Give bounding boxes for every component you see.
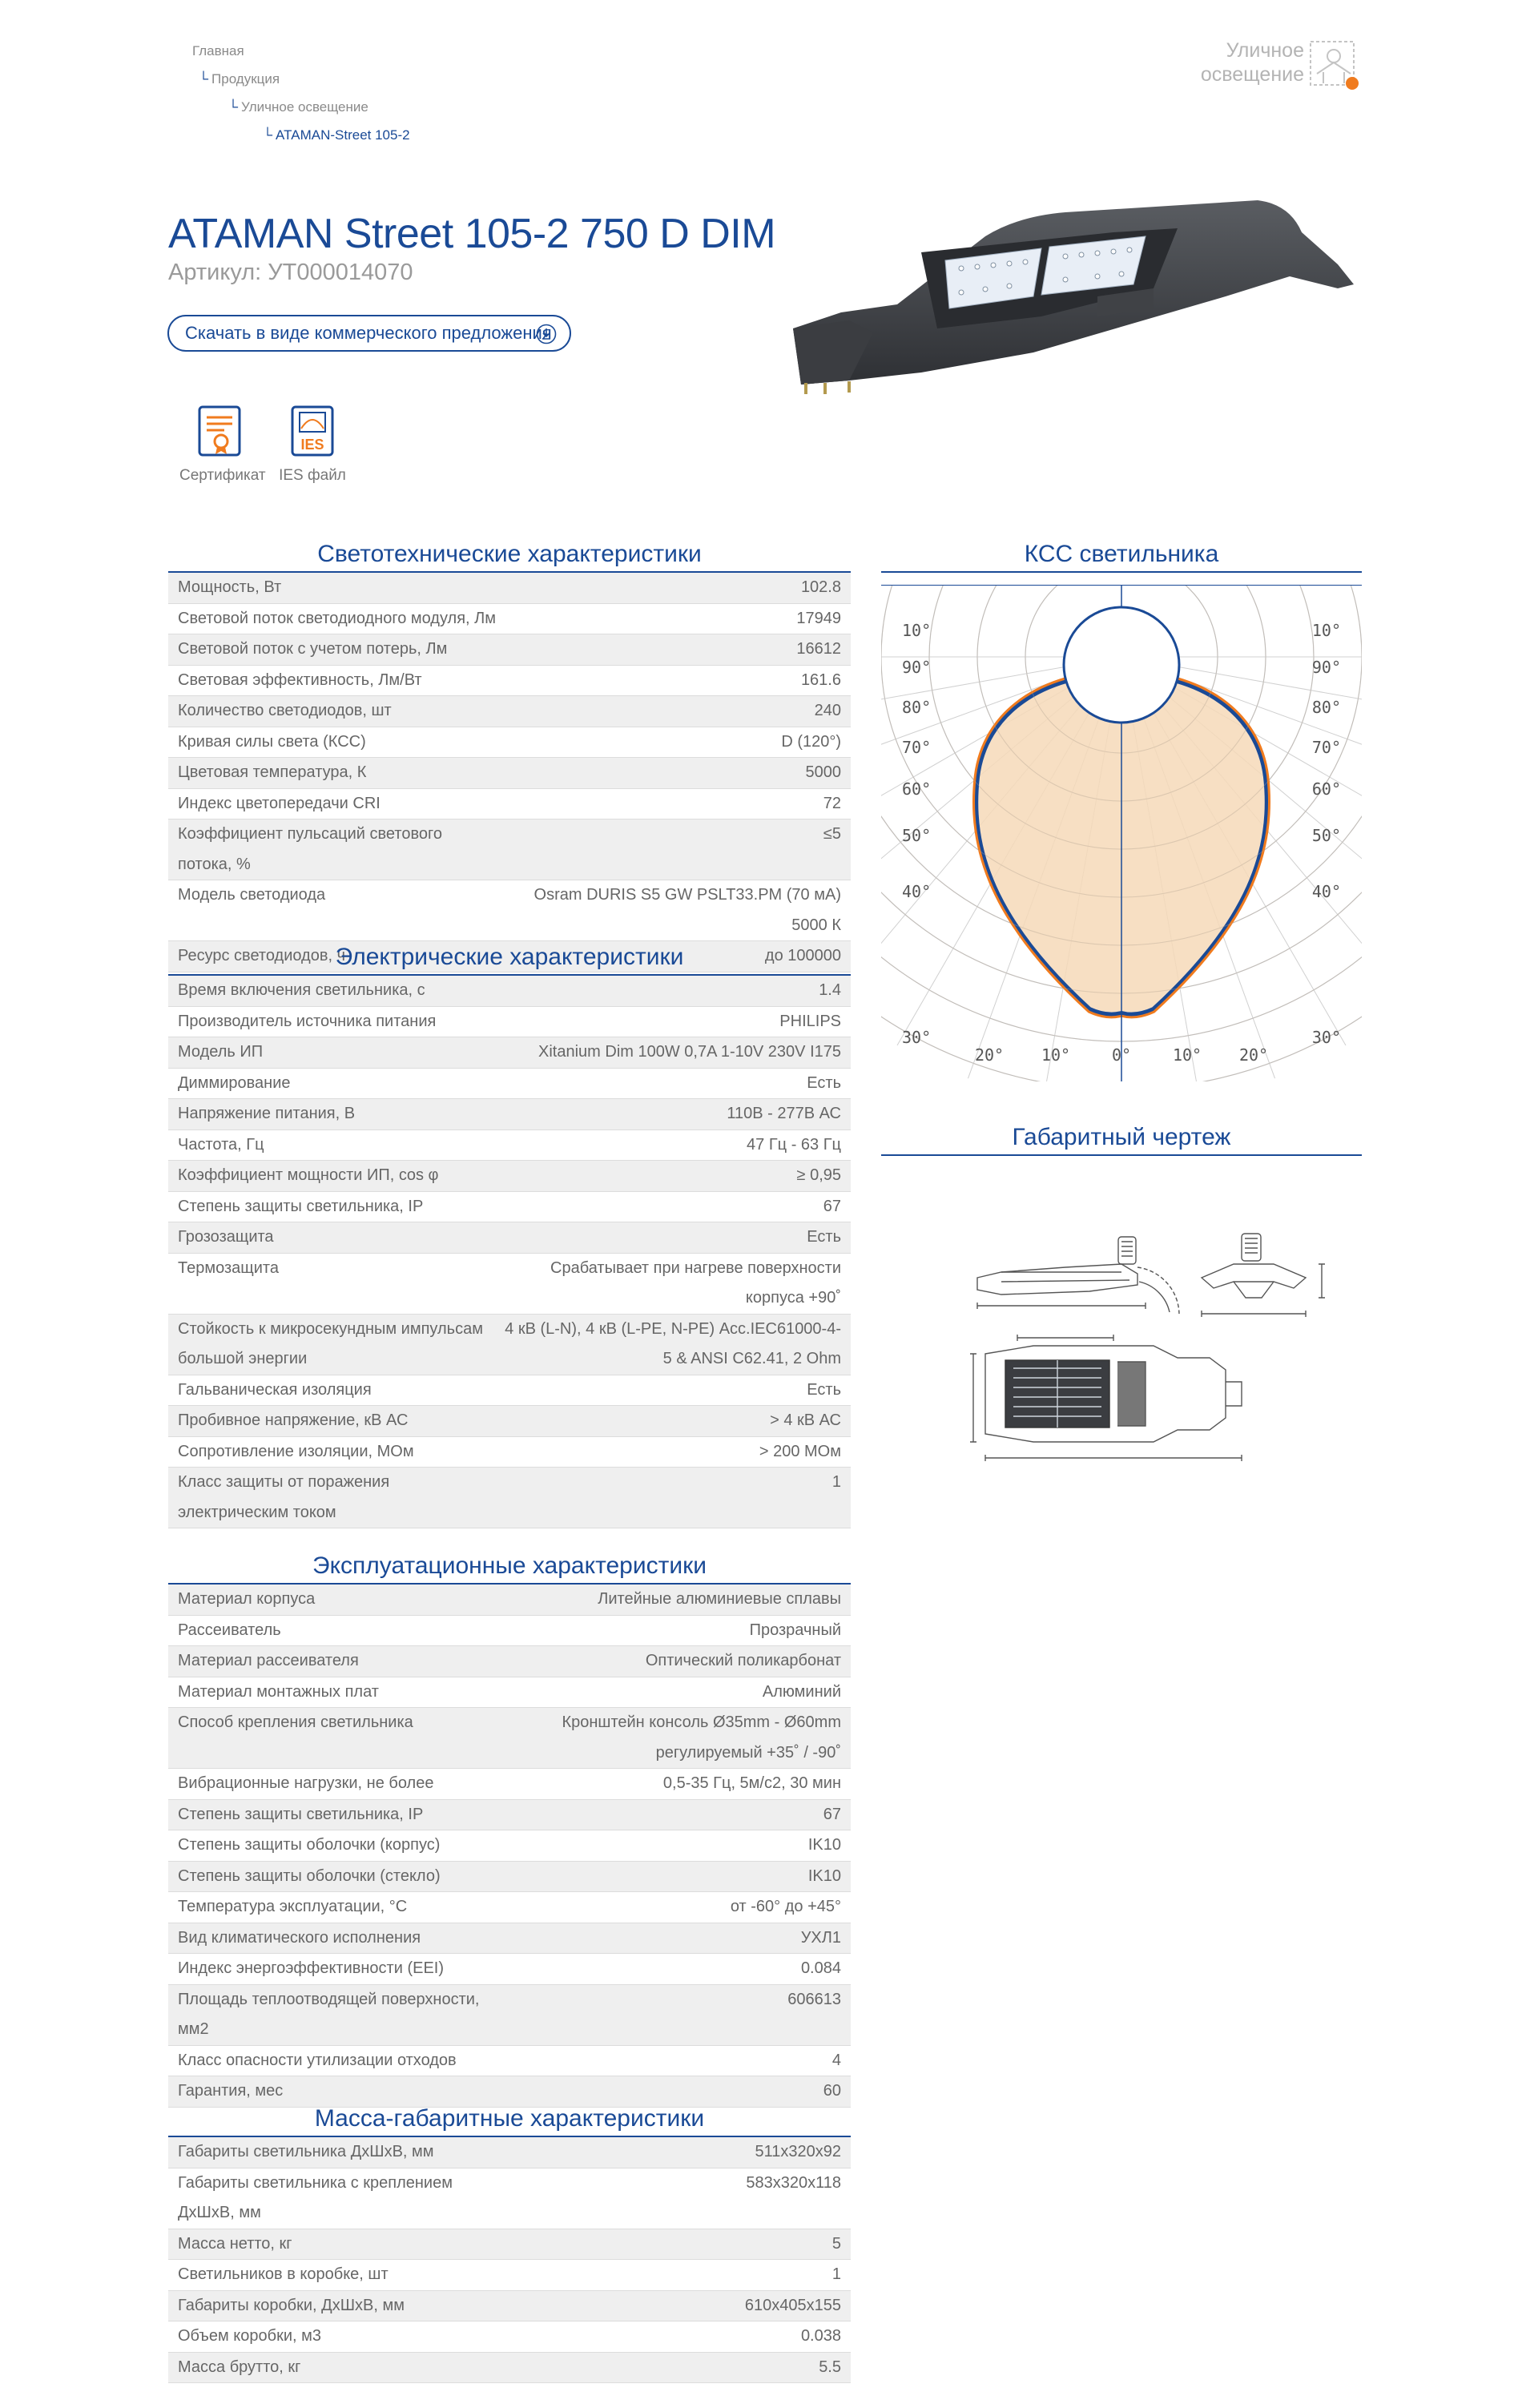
spec-row xyxy=(168,2229,851,2261)
mass-section-title: Масса-габаритные характеристики xyxy=(314,2105,705,2132)
spec-row xyxy=(168,2046,851,2077)
spec-row xyxy=(168,789,851,820)
spec-row xyxy=(168,1892,851,1923)
spec-key: Степень защиты оболочки (корпус) xyxy=(178,1836,441,1854)
spec-value: 610x405x155 xyxy=(744,2296,841,2314)
spec-value: Оптический поликарбонат xyxy=(645,1652,841,1669)
spec-value: Срабатывает при нагреве поверхности корпуса +90˚ xyxy=(550,1258,841,1307)
street-light-icon xyxy=(1307,38,1360,91)
spec-value: D (120°) xyxy=(781,732,841,751)
spec-key: Кривая силы света (КСС) xyxy=(178,732,366,751)
spec-value: PHILIPS xyxy=(779,1012,841,1030)
light-table xyxy=(168,573,851,972)
spec-row xyxy=(168,1468,851,1528)
spec-value: 240 xyxy=(814,702,841,719)
spec-key: Световой поток с учетом потерь, Лм xyxy=(178,640,448,658)
spec-value: Xitanium Dim 100W 0,7A 1-10V 230V I175 xyxy=(538,1043,841,1061)
angle-label-right: 60° xyxy=(1311,779,1341,799)
spec-key: Производитель источника питания xyxy=(178,1012,437,1030)
spec-value: 5000 xyxy=(805,763,841,781)
spec-key: Индекс цветопередачи CRI xyxy=(178,794,380,812)
spec-value: 5.5 xyxy=(819,2358,841,2376)
angle-label-bottom: 10° xyxy=(1041,1045,1071,1065)
certificate-link[interactable]: Сертификат xyxy=(179,405,260,485)
spec-key: Коэффициент мощности ИП, cos φ xyxy=(178,1166,439,1184)
spec-value: Кронштейн консоль Ø35mm - Ø60mm регулируемый +35˚ / -90˚ xyxy=(562,1713,841,1762)
angle-label-left: 50° xyxy=(902,826,932,845)
angle-label-right: 70° xyxy=(1311,738,1341,757)
ies-file-link[interactable]: IES IES файл xyxy=(276,405,348,485)
download-offer-button[interactable] xyxy=(167,315,571,352)
spec-row xyxy=(168,727,851,759)
spec-row xyxy=(168,1800,851,1831)
spec-key: Световой поток светодиодного модуля, Лм xyxy=(178,609,497,627)
branch-glyph: └ xyxy=(263,127,273,143)
spec-row xyxy=(168,2291,851,2322)
spec-value: IK10 xyxy=(807,1836,841,1854)
spec-value: до 100000 xyxy=(764,947,841,964)
spec-row xyxy=(168,1616,851,1647)
breadcrumb-home[interactable]: Главная xyxy=(192,43,244,58)
spec-row xyxy=(168,666,851,697)
spec-value: 0.084 xyxy=(800,1959,841,1977)
spec-value: 0.038 xyxy=(800,2327,841,2345)
operation-section-title: Эксплуатационные характеристики xyxy=(312,1552,707,1579)
spec-value: Есть xyxy=(807,1073,841,1092)
spec-key: Материал корпуса xyxy=(178,1590,316,1608)
angle-label-bottom: 20° xyxy=(974,1045,1005,1065)
spec-key: Светильников в коробке, шт xyxy=(178,2265,389,2283)
spec-value: 17949 xyxy=(796,609,841,627)
spec-value: Прозрачный xyxy=(749,1621,841,1639)
spec-key: Сопротивление изоляции, МОм xyxy=(178,1442,414,1460)
spec-value: 1 xyxy=(831,2265,841,2283)
spec-value: 67 xyxy=(823,1197,841,1215)
download-offer-label: Скачать в виде коммерческого предложения xyxy=(185,323,552,343)
spec-key: Ресурс светодиодов, ч xyxy=(178,947,345,964)
angle-label-right: 80° xyxy=(1311,698,1341,717)
angle-label-bottom: 0° xyxy=(1111,1045,1132,1065)
kss-diagram xyxy=(881,585,1362,1081)
spec-value: ≤5 xyxy=(823,825,841,843)
spec-key: Диммирование xyxy=(178,1073,291,1092)
angle-label-left: 40° xyxy=(902,882,932,901)
spec-value: 110В - 277В АС xyxy=(727,1105,841,1122)
drawing-title: Габаритный чертеж xyxy=(1012,1124,1231,1150)
certificate-icon xyxy=(197,405,242,457)
spec-key: Масса брутто, кг xyxy=(178,2358,301,2376)
spec-row xyxy=(168,1708,851,1769)
spec-row xyxy=(168,1677,851,1709)
angle-label-right: 90° xyxy=(1311,658,1341,677)
spec-row xyxy=(168,2137,851,2168)
spec-key: Модель ИП xyxy=(178,1043,264,1061)
spec-value: 102.8 xyxy=(800,578,841,596)
spec-row xyxy=(168,1315,851,1375)
spec-row xyxy=(168,1923,851,1955)
spec-key: Коэффициент пульсаций светового потока, % xyxy=(178,825,442,873)
spec-row xyxy=(168,819,851,880)
spec-key: Световая эффективность, Лм/Вт xyxy=(178,670,422,689)
angle-label-right: 10° xyxy=(1311,621,1341,640)
angle-label-left: 90° xyxy=(902,658,932,677)
spec-key: Стойкость к микросекундным импульсам большой энергии xyxy=(178,1319,483,1367)
category-label: Уличное освещение xyxy=(1200,39,1304,86)
spec-row xyxy=(168,1862,851,1893)
angle-label-left: 30° xyxy=(902,1028,932,1047)
branch-glyph: └ xyxy=(228,99,239,115)
spec-row xyxy=(168,880,851,941)
spec-row xyxy=(168,2260,851,2291)
spec-row xyxy=(168,1769,851,1800)
spec-value: Osram DURIS S5 GW PSLT33.PM (70 мА) 5000 К xyxy=(534,886,841,934)
mass-table xyxy=(168,2137,851,2383)
spec-row xyxy=(168,1954,851,1985)
spec-key: Степень защиты светильника, IP xyxy=(178,1197,424,1215)
svg-text:IES: IES xyxy=(300,437,324,453)
spec-row xyxy=(168,1830,851,1862)
angle-label-bottom: 20° xyxy=(1238,1045,1269,1065)
spec-value: 4 кВ (L-N), 4 кВ (L-PE, N-PE) Acc.IEC61000-4-5 & ANSI C62.41, 2 Ohm xyxy=(505,1319,841,1367)
spec-key: Грозозащита xyxy=(178,1228,274,1246)
angle-label-right: 50° xyxy=(1311,826,1341,845)
spec-key: Вибрационные нагрузки, не более xyxy=(178,1774,434,1792)
spec-key: Модель светодиода xyxy=(178,886,326,904)
spec-row xyxy=(168,1222,851,1254)
electric-section-title: Электрические характеристики xyxy=(335,944,684,970)
spec-key: Класс опасности утилизации отходов xyxy=(178,2051,457,2069)
product-title: ATAMAN Street 105-2 750 D DIM xyxy=(168,211,776,257)
spec-key: Термозащита xyxy=(178,1258,279,1277)
spec-row xyxy=(168,758,851,789)
download-icon xyxy=(536,324,557,344)
operation-table xyxy=(168,1585,851,2108)
spec-value: > 4 кВ АС xyxy=(770,1411,841,1429)
spec-key: Способ крепления светильника xyxy=(178,1713,413,1731)
dimension-drawing xyxy=(969,1226,1378,1490)
section-divider xyxy=(881,571,1362,573)
spec-key: Рассеиватель xyxy=(178,1621,281,1639)
spec-key: Индекс энергоэффективности (EEI) xyxy=(178,1959,445,1977)
angle-label-left: 70° xyxy=(902,738,932,757)
spec-value: от -60° до +45° xyxy=(730,1898,841,1915)
spec-value: > 200 МОм xyxy=(759,1442,841,1460)
spec-row xyxy=(168,2353,851,2384)
spec-value: 511x320x92 xyxy=(755,2143,841,2160)
spec-value: Алюминий xyxy=(762,1682,841,1701)
spec-key: Класс защиты от поражения электрическим током xyxy=(178,1473,390,1521)
section-divider xyxy=(881,1154,1362,1156)
spec-key: Цветовая температура, К xyxy=(178,763,367,781)
spec-row xyxy=(168,1161,851,1192)
breadcrumb-street-lighting[interactable]: └ Уличное освещение xyxy=(228,99,368,115)
angle-label-right: 30° xyxy=(1311,1028,1341,1047)
spec-value: Есть xyxy=(807,1228,841,1246)
spec-value: 1.4 xyxy=(819,981,841,999)
spec-value: 161.6 xyxy=(800,670,841,689)
spec-key: Пробивное напряжение, кВ АС xyxy=(178,1411,409,1429)
ies-file-icon xyxy=(290,405,335,457)
spec-row xyxy=(168,1192,851,1223)
spec-row xyxy=(168,2168,851,2229)
spec-key: Степень защиты светильника, IP xyxy=(178,1805,424,1823)
spec-row xyxy=(168,573,851,604)
spec-key: Площадь теплоотводящей поверхности, мм2 xyxy=(178,1990,480,2038)
angle-label-left: 80° xyxy=(902,698,932,717)
spec-value: 606613 xyxy=(787,1990,841,2008)
spec-row xyxy=(168,1254,851,1315)
spec-row xyxy=(168,604,851,635)
spec-value: Литейные алюминиевые сплавы xyxy=(598,1590,841,1608)
spec-key: Время включения светильника, с xyxy=(178,981,425,999)
inner-circle xyxy=(1064,607,1179,723)
spec-value: 72 xyxy=(823,794,841,812)
spec-row xyxy=(168,1646,851,1677)
spec-row xyxy=(168,1985,851,2046)
spec-key: Масса нетто, кг xyxy=(178,2234,292,2253)
spec-key: Гарантия, мес xyxy=(178,2082,284,2100)
spec-key: Габариты коробки, ДхШхВ, мм xyxy=(178,2296,405,2314)
product-image xyxy=(777,200,1370,401)
spec-value: 47 Гц - 63 Гц xyxy=(747,1135,841,1154)
spec-key: Габариты светильника с креплением ДхШхВ, мм xyxy=(178,2173,453,2221)
angle-label-left: 60° xyxy=(902,779,932,799)
spec-row xyxy=(168,696,851,727)
spec-row xyxy=(168,1406,851,1437)
spec-row xyxy=(168,1585,851,1616)
spec-row xyxy=(168,2076,851,2108)
breadcrumb-products[interactable]: └ Продукция xyxy=(199,71,280,87)
spec-key: Материал рассеивателя xyxy=(178,1652,359,1669)
angle-label-bottom: 10° xyxy=(1172,1045,1202,1065)
light-section-title: Светотехнические характеристики xyxy=(317,541,702,567)
polar-grid-overlay xyxy=(881,585,1362,1081)
spec-value: 16612 xyxy=(796,640,841,658)
angle-label-right: 40° xyxy=(1311,882,1341,901)
spec-key: Материал монтажных плат xyxy=(178,1682,379,1701)
spec-key: Степень защиты оболочки (стекло) xyxy=(178,1866,441,1885)
spec-key: Габариты светильника ДхШхВ, мм xyxy=(178,2143,434,2160)
spec-row xyxy=(168,1037,851,1069)
spec-key: Температура эксплуатации, °С xyxy=(178,1898,408,1915)
product-sku: Артикул: УТ000014070 xyxy=(168,260,413,285)
spec-value: ≥ 0,95 xyxy=(796,1166,841,1184)
electric-table xyxy=(168,976,851,1528)
spec-value: 1 xyxy=(831,1473,841,1491)
spec-key: Вид климатического исполнения xyxy=(178,1928,421,1947)
spec-key: Частота, Гц xyxy=(178,1135,264,1154)
spec-value: 5 xyxy=(831,2234,841,2253)
spec-row xyxy=(168,1007,851,1038)
spec-value: Есть xyxy=(807,1380,841,1399)
spec-row xyxy=(168,1130,851,1162)
spec-row xyxy=(168,1437,851,1468)
spec-row xyxy=(168,976,851,1007)
spec-value: 0,5-35 Гц, 5м/с2, 30 мин xyxy=(662,1774,841,1792)
kss-title: КСС светильника xyxy=(1024,541,1219,567)
spec-value: УХЛ1 xyxy=(800,1928,841,1947)
spec-key: Количество светодиодов, шт xyxy=(178,702,392,719)
spec-key: Объем коробки, м3 xyxy=(178,2327,321,2345)
spec-row xyxy=(168,1069,851,1100)
spec-row xyxy=(168,1099,851,1130)
spec-value: 67 xyxy=(823,1805,841,1823)
spec-key: Напряжение питания, В xyxy=(178,1105,356,1122)
angle-label-left: 10° xyxy=(902,621,932,640)
spec-value: 583x320x118 xyxy=(746,2173,841,2192)
spec-row xyxy=(168,1375,851,1407)
spec-value: 60 xyxy=(823,2082,841,2100)
spec-row xyxy=(168,2321,851,2353)
spec-key: Гальваническая изоляция xyxy=(178,1380,372,1399)
spec-value: 4 xyxy=(831,2051,841,2069)
branch-glyph: └ xyxy=(199,71,209,87)
spec-row xyxy=(168,634,851,666)
spec-key: Мощность, Вт xyxy=(178,578,282,596)
breadcrumb-current: └ ATAMAN-Street 105-2 xyxy=(263,127,410,143)
category-badge[interactable] xyxy=(1186,38,1362,95)
spec-value: IK10 xyxy=(807,1866,841,1885)
